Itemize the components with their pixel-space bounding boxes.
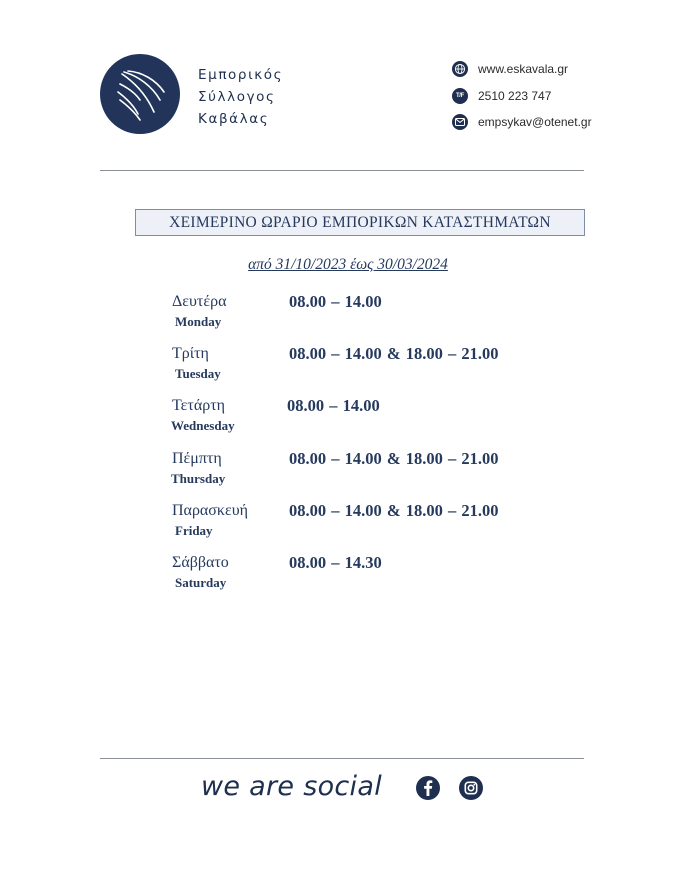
opening-hours: 08.00 – 14.00 & 18.00 – 21.00 [289, 344, 499, 363]
schedule-row-tuesday [0, 345, 696, 395]
email-link[interactable]: empsykav@otenet.gr [478, 115, 592, 129]
org-name-line: Σύλλογος [198, 89, 276, 105]
day-name-greek: Τετάρτη [172, 397, 225, 414]
wings-emblem-icon [100, 54, 180, 134]
phone-row[interactable] [452, 87, 592, 105]
schedule-row-thursday [0, 450, 696, 500]
instagram-icon[interactable] [458, 775, 484, 801]
opening-hours: 08.00 – 14.00 [287, 396, 380, 415]
footer-divider [100, 758, 584, 759]
schedule-row-wednesday [0, 397, 696, 447]
contact-info [452, 60, 592, 140]
opening-hours: 08.00 – 14.00 & 18.00 – 21.00 [289, 501, 499, 520]
day-name-english: Tuesday [175, 366, 221, 381]
day-name-greek: Δευτέρα [172, 293, 227, 310]
opening-hours: 08.00 – 14.00 [289, 292, 382, 311]
day-name-english: Friday [175, 523, 213, 538]
association-logo [100, 54, 180, 134]
day-name-english: Monday [175, 314, 222, 329]
day-name-greek: Τρίτη [172, 345, 209, 362]
social-tagline: we are social [201, 771, 382, 802]
opening-hours: 08.00 – 14.30 [289, 553, 382, 572]
validity-period: από 31/10/2023 έως 30/03/2024 [248, 256, 448, 273]
phone-number[interactable]: 2510 223 747 [478, 88, 552, 103]
opening-hours: 08.00 – 14.00 & 18.00 – 21.00 [289, 449, 499, 468]
schedule-row-friday [0, 502, 696, 552]
org-name-line: Καβάλας [198, 111, 270, 127]
website-row[interactable] [452, 60, 592, 78]
globe-icon [452, 61, 468, 77]
day-name-english: Wednesday [171, 418, 235, 433]
day-name-english: Saturday [175, 575, 227, 590]
schedule-row-monday [0, 293, 696, 343]
day-name-greek: Παρασκευή [172, 502, 248, 519]
notice-title: ΧΕΙΜΕΡΙΝΟ ΩΡΑΡΙΟ ΕΜΠΟΡΙΚΩΝ ΚΑΤΑΣΤΗΜΑΤΩΝ [135, 209, 585, 236]
schedule-row-saturday [0, 554, 696, 604]
org-name [198, 64, 283, 130]
facebook-icon[interactable] [415, 775, 441, 801]
org-name-line: Εμπορικός [198, 67, 284, 83]
email-row[interactable] [452, 113, 592, 131]
day-name-greek: Σάββατο [172, 554, 229, 571]
day-name-english: Thursday [171, 471, 226, 486]
header-divider [100, 170, 584, 171]
website-link[interactable]: www.eskavala.gr [478, 62, 569, 76]
day-name-greek: Πέμπτη [172, 450, 222, 467]
mail-icon [452, 114, 468, 130]
phone-fax-icon: T/F [452, 88, 468, 104]
